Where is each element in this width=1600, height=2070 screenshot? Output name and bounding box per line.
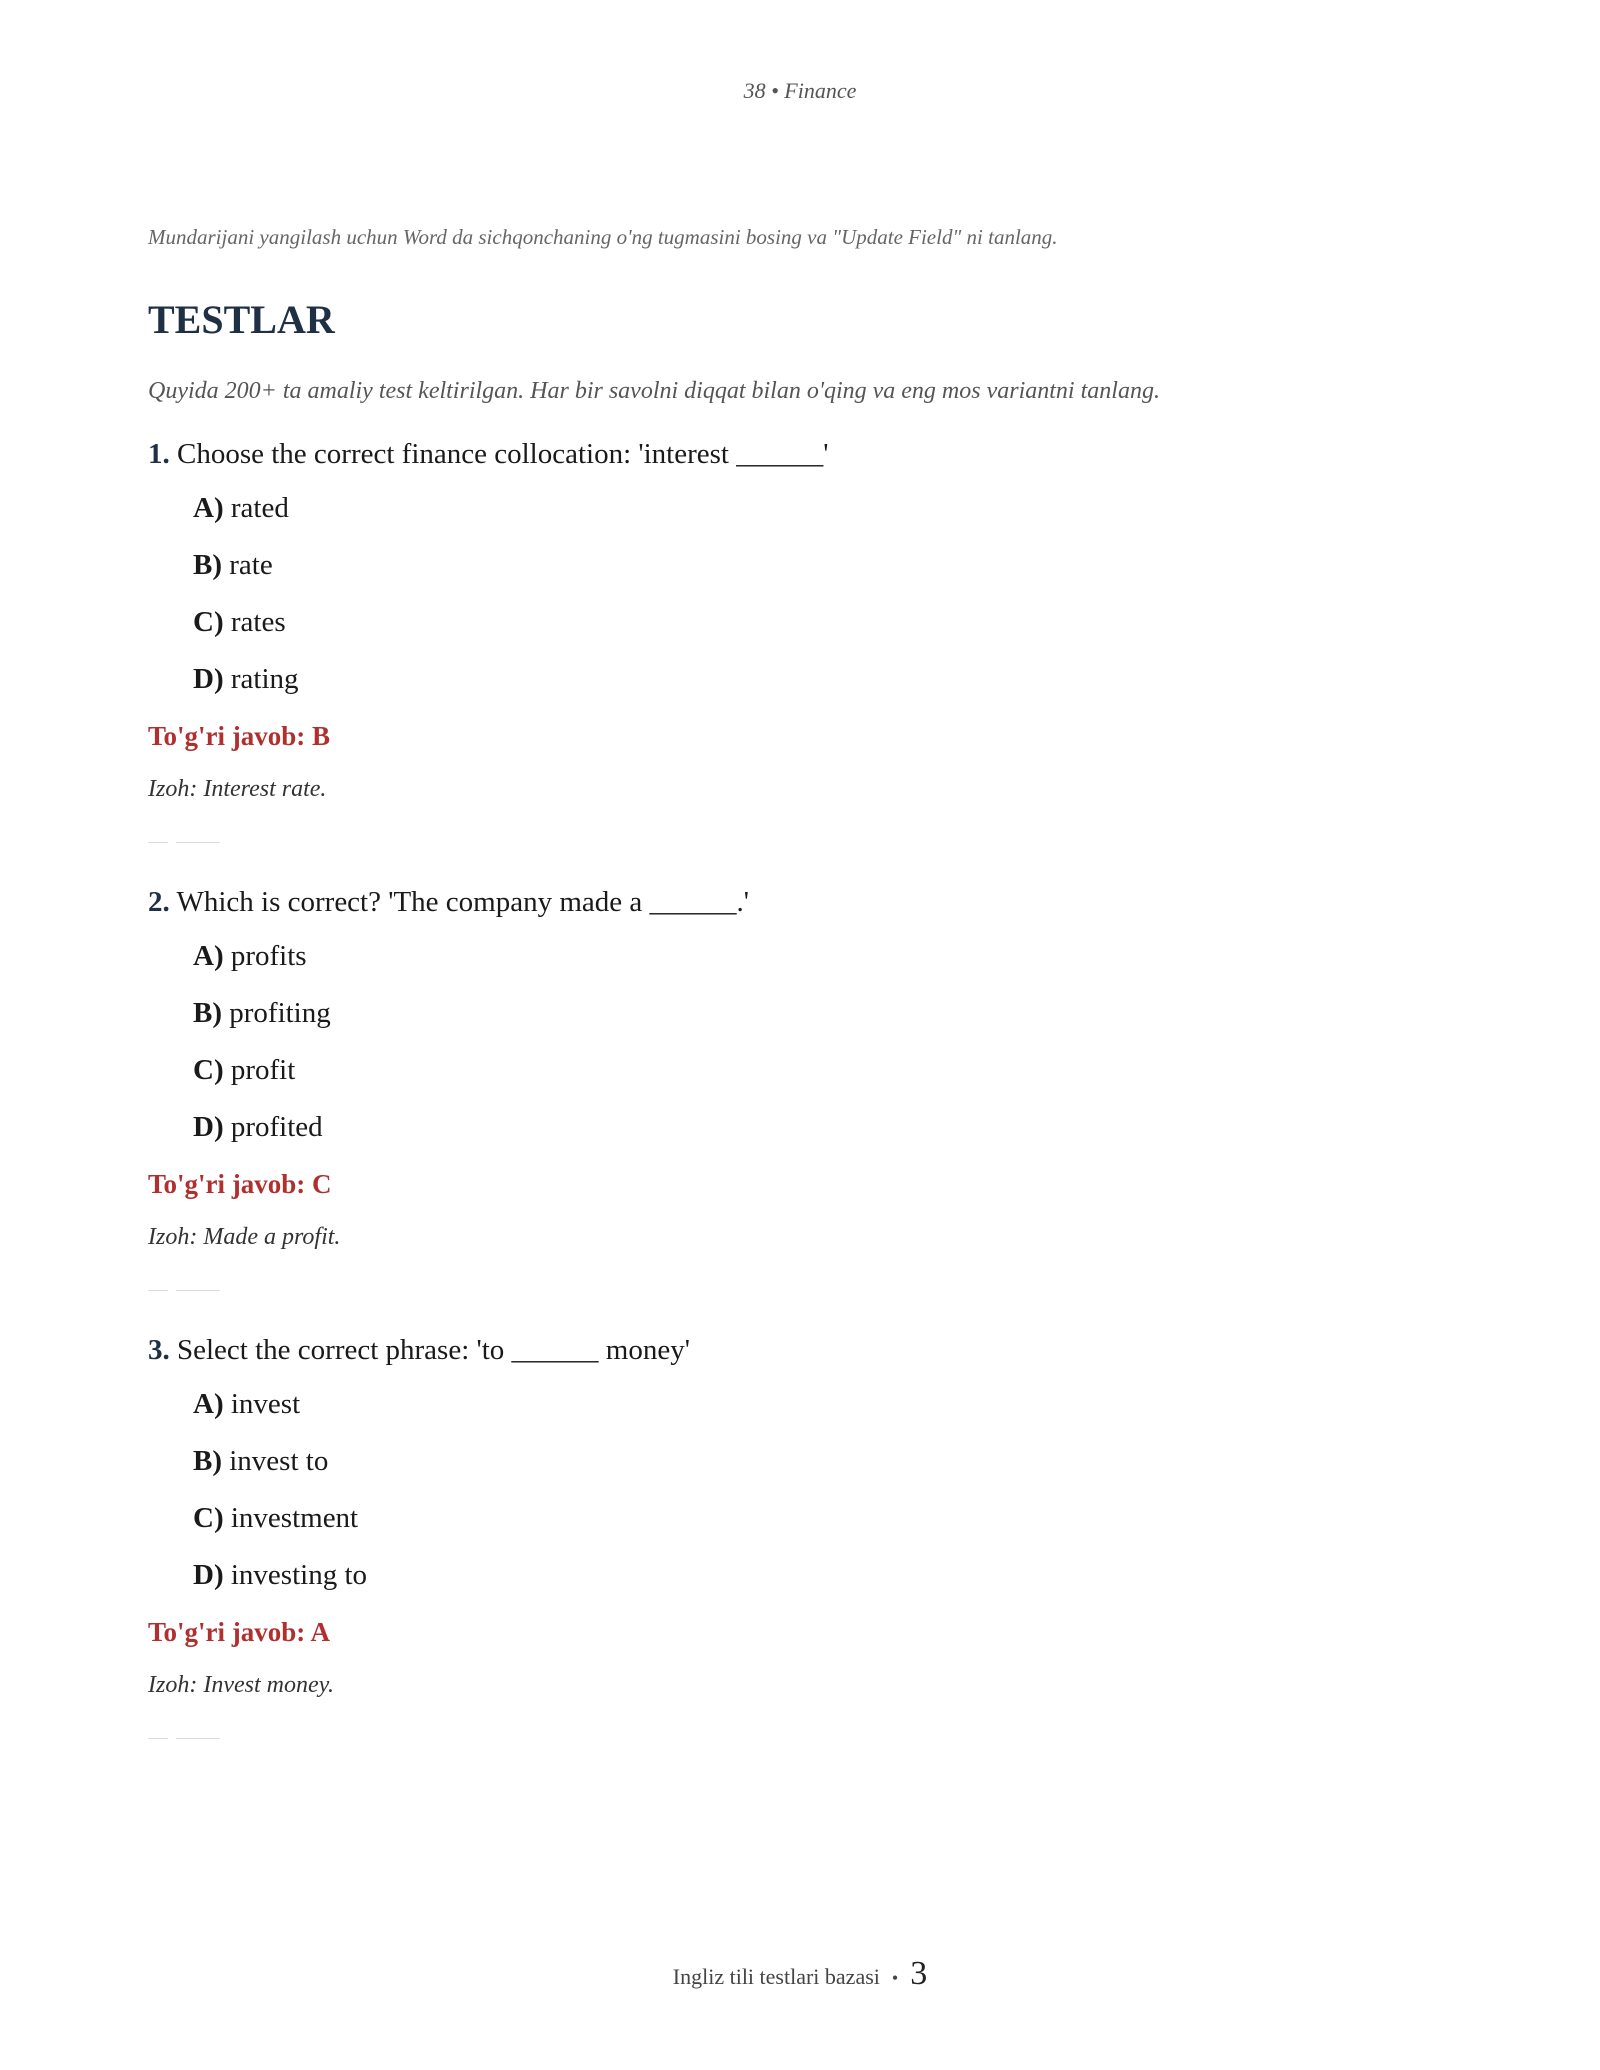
option-text: profited [230,1111,323,1143]
option-letter: A) [193,1388,224,1420]
option-letter: C) [193,1054,224,1086]
option-c[interactable] [193,1498,1448,1538]
option-letter: B) [193,997,222,1029]
option-letter: D) [193,663,224,695]
option-text: investment [230,1502,359,1534]
options-list [193,488,1448,699]
option-b[interactable] [193,1441,1448,1481]
option-text: rating [230,663,299,695]
footer-title: Ingliz tili testlari bazasi [672,1964,880,1989]
toc-update-note: Mundarijani yangilash uchun Word da sichqonchaning o'ng tugmasini bosing va "Update Field" ni tanlang. [148,225,1058,249]
question-text [148,434,1448,474]
question-separator [148,832,1448,852]
option-letter: B) [193,549,222,581]
question-prompt: Which is correct? 'The company made a ______.' [176,886,749,918]
option-c[interactable] [193,1050,1448,1090]
intro-text: Quyida 200+ ta amaliy test keltirilgan. Har bir savolni diqqat bilan o'qing va eng mos variantni tanlang. [148,378,1160,404]
options-list [193,936,1448,1147]
option-text: rated [230,492,289,524]
question-separator [148,1280,1448,1300]
option-text: profiting [229,997,331,1029]
explanation: Izoh: Invest money. [148,1672,334,1698]
question-1 [148,434,1448,852]
options-list [193,1384,1448,1595]
option-text: profit [230,1054,296,1086]
option-letter: B) [193,1445,222,1477]
option-b[interactable] [193,545,1448,585]
correct-answer: To'g'ri javob: B [148,721,331,751]
question-number: 1. [148,438,170,470]
option-d[interactable] [193,1107,1448,1147]
correct-answer: To'g'ri javob: A [148,1617,331,1647]
question-text [148,882,1448,922]
option-a[interactable] [193,488,1448,528]
question-prompt: Select the correct phrase: 'to ______ money' [177,1334,690,1366]
option-b[interactable] [193,993,1448,1033]
question-2 [148,882,1448,1300]
page-content [148,222,1448,1748]
option-letter: D) [193,1559,224,1591]
explanation: Izoh: Made a profit. [148,1224,341,1250]
question-3 [148,1330,1448,1748]
question-prompt: Choose the correct finance collocation: 'interest ______' [177,438,829,470]
option-text: investing to [230,1559,367,1591]
footer-separator: • [891,1968,899,1988]
option-letter: A) [193,492,224,524]
option-letter: D) [193,1111,224,1143]
explanation: Izoh: Interest rate. [148,776,327,802]
option-letter: C) [193,1502,224,1534]
option-text: rates [230,606,286,638]
question-separator [148,1728,1448,1748]
page-header: 38 • Finance [743,78,857,103]
option-letter: C) [193,606,224,638]
option-a[interactable] [193,1384,1448,1424]
option-text: invest [230,1388,301,1420]
option-text: rate [229,549,273,581]
page-number: 3 [910,1955,928,1992]
option-text: profits [230,940,307,972]
option-letter: A) [193,940,224,972]
option-d[interactable] [193,659,1448,699]
question-number: 2. [148,886,170,918]
option-text: invest to [229,1445,329,1477]
section-title: TESTLAR [148,297,335,342]
page-footer [0,1955,1600,1993]
question-text [148,1330,1448,1370]
question-number: 3. [148,1334,170,1366]
correct-answer: To'g'ri javob: C [148,1169,332,1199]
option-a[interactable] [193,936,1448,976]
option-d[interactable] [193,1555,1448,1595]
option-c[interactable] [193,602,1448,642]
